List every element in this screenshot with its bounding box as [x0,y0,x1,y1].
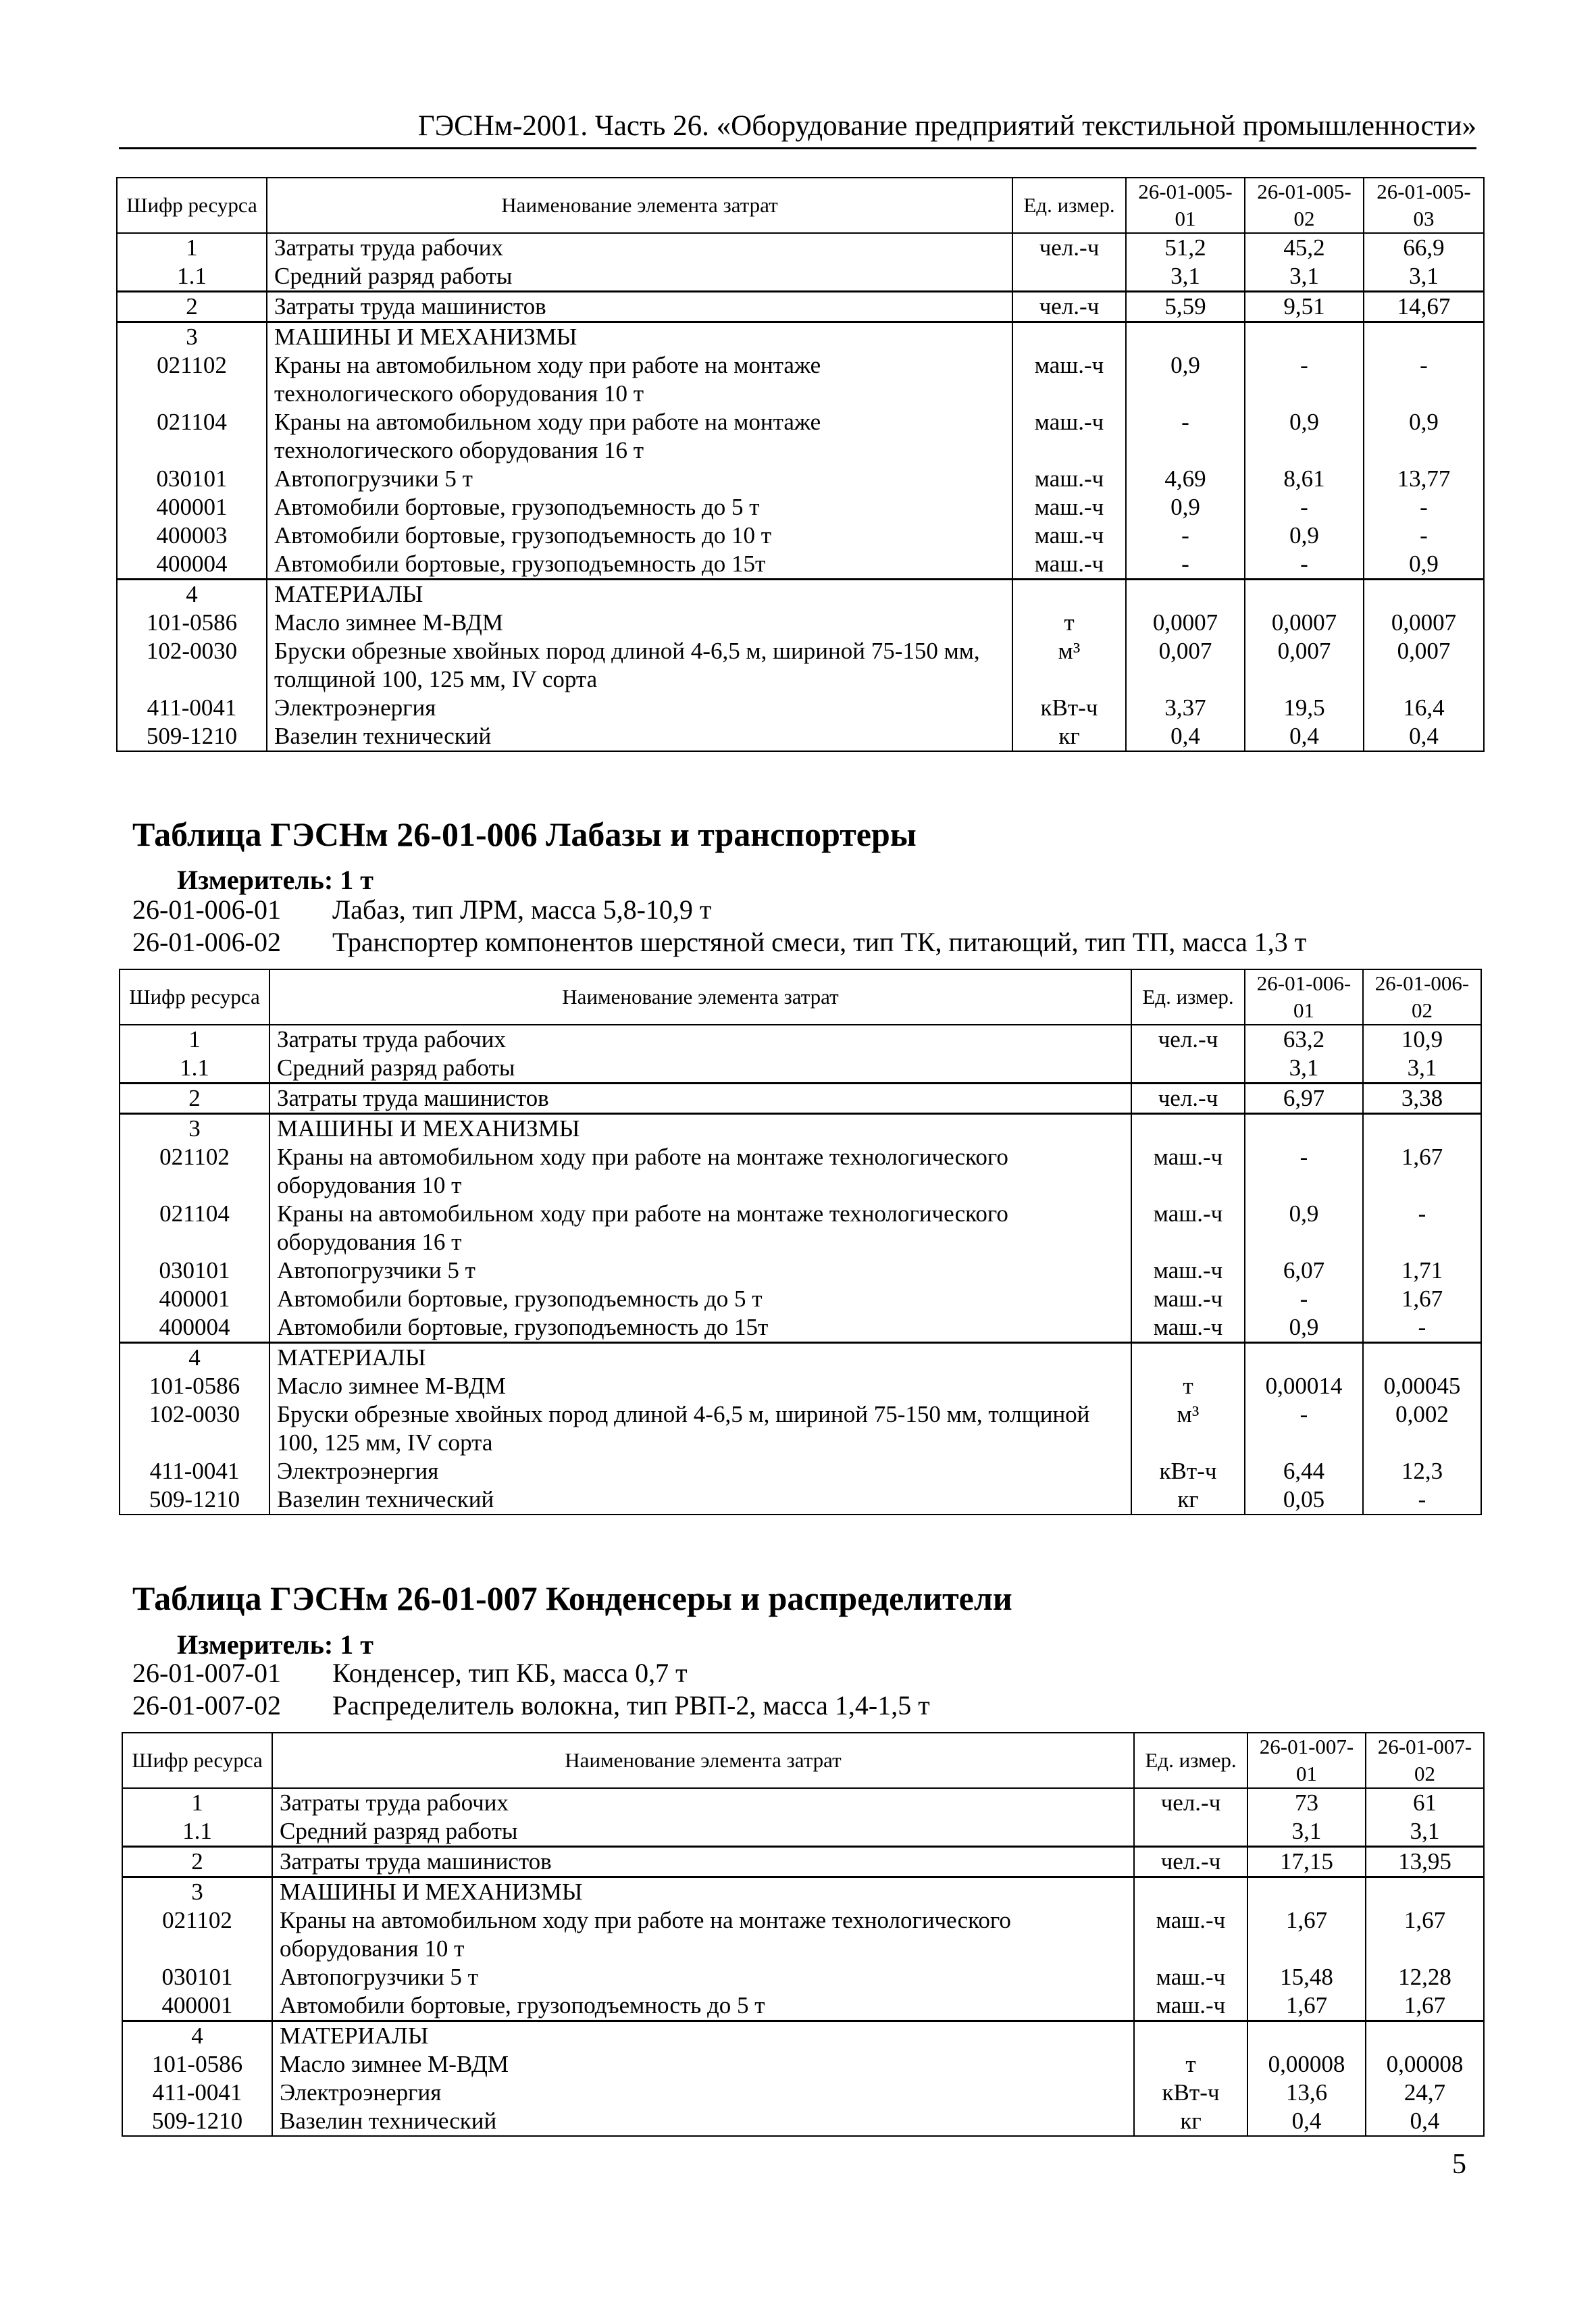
work-item-text: Распределитель волокна, тип РВП-2, масса 1,4-1,5 т [332,1690,930,1721]
table-row [122,1877,1484,1907]
resource-value: 0,9 [1245,1313,1363,1343]
table-row [117,465,1484,493]
resource-unit: кг [1131,1485,1245,1515]
resource-value: 4,69 [1126,465,1245,493]
work-item-text: Конденсер, тип КБ, масса 0,7 т [332,1658,688,1688]
table-row [120,1256,1481,1285]
resource-value: 0,0007 [1364,609,1484,637]
resource-code: 021102 [117,351,267,408]
resource-name: Масло зимнее М-ВДМ [272,2050,1134,2079]
resource-name: Автопогрузчики 5 т [272,1963,1134,1991]
table-title-26-01-006: Таблица ГЭСНм 26-01-006 Лабазы и транспортеры [132,815,917,853]
col-header-unit: Ед. измер. [1012,178,1126,233]
resource-unit [1012,580,1126,609]
resource-code: 411-0041 [122,2079,272,2107]
resource-unit: маш.-ч [1012,408,1126,465]
resource-unit [1134,1877,1247,1907]
resource-value: 16,4 [1364,694,1484,722]
resource-unit: маш.-ч [1131,1285,1245,1313]
resource-table-26-01-007 [122,1732,1485,2137]
work-item [132,925,1306,959]
resource-name: Масло зимнее М-ВДМ [269,1372,1131,1400]
resource-value: 0,00045 [1363,1372,1481,1400]
resource-table-26-01-005 [116,177,1485,752]
resource-name: Затраты труда машинистов [272,1847,1134,1877]
resource-value: 3,1 [1247,1817,1366,1847]
measure-unit: Измеритель: 1 т [177,1629,374,1660]
resource-unit: маш.-ч [1012,550,1126,580]
resource-value: - [1245,493,1364,522]
resource-name: Затраты труда рабочих [269,1025,1131,1054]
resource-code: 400004 [117,550,267,580]
table-row [120,1025,1481,1054]
table-row [122,2050,1484,2079]
resource-name: Краны на автомобильном ходу при работе на монтаже технологического оборудования 10 т [269,1143,1131,1200]
col-header-variant: 26-01-007-01 [1247,1733,1366,1788]
resource-value [1245,1114,1363,1144]
table-row [117,722,1484,751]
resource-code: 101-0586 [120,1372,269,1400]
resource-unit [1012,322,1126,352]
table-row [117,550,1484,580]
table-row [120,1114,1481,1144]
table-row [122,1788,1484,1817]
resource-value: 17,15 [1247,1847,1366,1877]
resource-unit: маш.-ч [1012,351,1126,408]
table-row [120,1313,1481,1343]
resource-name: Средний разряд работы [267,262,1012,292]
resource-unit: т [1134,2050,1247,2079]
table-row [120,1200,1481,1256]
resource-value: 5,59 [1126,292,1245,322]
resource-code: 1.1 [120,1054,269,1084]
resource-value [1366,1877,1484,1907]
resource-unit: кВт-ч [1012,694,1126,722]
resource-code: 3 [117,322,267,352]
table-row [117,233,1484,262]
table-body [120,1025,1481,1515]
table-row [117,522,1484,550]
resource-value: 73 [1247,1788,1366,1817]
resource-table-26-01-006 [119,969,1482,1515]
table-row [120,1372,1481,1400]
resource-name: МАШИНЫ И МЕХАНИЗМЫ [272,1877,1134,1907]
resource-value: 9,51 [1245,292,1364,322]
resource-unit: маш.-ч [1134,1991,1247,2021]
resource-unit: чел.-ч [1134,1847,1247,1877]
resource-value: 0,9 [1126,493,1245,522]
resource-name: Электроэнергия [267,694,1012,722]
resource-unit: кг [1134,2107,1247,2136]
resource-value [1247,1877,1366,1907]
resource-code: 102-0030 [120,1400,269,1457]
resource-value [1126,322,1245,352]
resource-code: 400004 [120,1313,269,1343]
table-row [120,1285,1481,1313]
resource-name: Автомобили бортовые, грузоподъемность до 15т [269,1313,1131,1343]
resource-value: 8,61 [1245,465,1364,493]
resource-value: 15,48 [1247,1963,1366,1991]
resource-value: 0,9 [1126,351,1245,408]
resource-value: 10,9 [1363,1025,1481,1054]
resource-value: 0,9 [1245,408,1364,465]
resource-value: - [1363,1200,1481,1256]
work-item-code: 26-01-007-01 [132,1658,281,1688]
resource-code: 4 [120,1343,269,1373]
resource-unit: маш.-ч [1012,493,1126,522]
resource-name: Краны на автомобильном ходу при работе на монтаже технологического оборудования 10 т [267,351,1012,408]
resource-code: 4 [122,2021,272,2051]
resource-value: 0,00014 [1245,1372,1363,1400]
page-header: ГЭСНм-2001. Часть 26. «Оборудование предприятий текстильной промышленности» [119,108,1476,149]
resource-value: - [1363,1313,1481,1343]
resource-name: МАТЕРИАЛЫ [267,580,1012,609]
resource-code: 021102 [120,1143,269,1200]
resource-unit: м³ [1012,637,1126,694]
resource-code: 1 [122,1788,272,1817]
resource-value: 1,67 [1363,1143,1481,1200]
resource-value: 45,2 [1245,233,1364,262]
resource-name: Автомобили бортовые, грузоподъемность до 15т [267,550,1012,580]
resource-code: 030101 [120,1256,269,1285]
resource-code: 1.1 [117,262,267,292]
resource-value: 0,4 [1364,722,1484,751]
resource-name: Автопогрузчики 5 т [269,1256,1131,1285]
resource-value: 6,07 [1245,1256,1363,1285]
resource-unit: чел.-ч [1131,1025,1245,1054]
resource-value [1245,1343,1363,1373]
table-row [120,1054,1481,1084]
resource-value: 61 [1366,1788,1484,1817]
resource-name: Краны на автомобильном ходу при работе на монтаже технологического оборудования 16 т [269,1200,1131,1256]
table-row [117,493,1484,522]
resource-code: 021102 [122,1906,272,1963]
resource-code: 509-1210 [122,2107,272,2136]
col-header-variant: 26-01-005-03 [1364,178,1484,233]
resource-value: 3,37 [1126,694,1245,722]
table-row [117,694,1484,722]
resource-value: - [1245,1285,1363,1313]
resource-value: 1,67 [1247,1991,1366,2021]
resource-value: 0,00008 [1247,2050,1366,2079]
resource-name: Автомобили бортовые, грузоподъемность до 5 т [269,1285,1131,1313]
resource-value: 12,3 [1363,1457,1481,1485]
table-row [122,2079,1484,2107]
resource-code: 1 [117,233,267,262]
resource-code: 030101 [117,465,267,493]
resource-value: 0,4 [1247,2107,1366,2136]
resource-value: - [1245,550,1364,580]
resource-value: - [1126,522,1245,550]
col-header-variant: 26-01-007-02 [1366,1733,1484,1788]
resource-value [1245,322,1364,352]
resource-name: Затраты труда рабочих [272,1788,1134,1817]
resource-value: 6,97 [1245,1084,1363,1114]
resource-unit: кг [1012,722,1126,751]
table-row [120,1343,1481,1373]
resource-name: Краны на автомобильном ходу при работе на монтаже технологического оборудования 10 т [272,1906,1134,1963]
resource-unit: маш.-ч [1134,1906,1247,1963]
resource-value: 0,9 [1245,522,1364,550]
table-row [122,1847,1484,1877]
resource-code: 101-0586 [117,609,267,637]
table-row [122,1991,1484,2021]
resource-name: Автомобили бортовые, грузоподъемность до 5 т [267,493,1012,522]
resource-code: 400001 [122,1991,272,2021]
resource-name: Затраты труда рабочих [267,233,1012,262]
resource-value: - [1126,408,1245,465]
resource-value: 63,2 [1245,1025,1363,1054]
resource-unit: маш.-ч [1134,1963,1247,1991]
work-item [132,1656,688,1690]
col-header-variant: 26-01-006-01 [1245,969,1363,1025]
resource-value [1247,2021,1366,2051]
table-row [117,322,1484,352]
col-header-name: Наименование элемента затрат [267,178,1012,233]
resource-name: МАШИНЫ И МЕХАНИЗМЫ [269,1114,1131,1144]
resource-unit: чел.-ч [1012,292,1126,322]
resource-value: - [1245,1143,1363,1200]
table-row [122,2021,1484,2051]
table-row [117,609,1484,637]
resource-value [1363,1343,1481,1373]
resource-value: 14,67 [1364,292,1484,322]
resource-code: 1 [120,1025,269,1054]
resource-value: 0,9 [1364,550,1484,580]
resource-value: 13,77 [1364,465,1484,493]
resource-name: Вазелин технический [269,1485,1131,1515]
resource-code: 509-1210 [117,722,267,751]
resource-name: Затраты труда машинистов [269,1084,1131,1114]
resource-value: 0,4 [1126,722,1245,751]
table-row [122,1817,1484,1847]
resource-value: 0,00008 [1366,2050,1484,2079]
resource-value: 0,9 [1364,408,1484,465]
table-row [120,1457,1481,1485]
table-row [122,1906,1484,1963]
resource-unit: т [1012,609,1126,637]
resource-value: 66,9 [1364,233,1484,262]
resource-value: 12,28 [1366,1963,1484,1991]
resource-code: 1.1 [122,1817,272,1847]
resource-value [1363,1114,1481,1144]
work-item-code: 26-01-006-01 [132,894,281,925]
resource-value [1245,580,1364,609]
col-header-code: Шифр ресурса [120,969,269,1025]
resource-value: 6,44 [1245,1457,1363,1485]
resource-value: 3,1 [1366,1817,1484,1847]
resource-value: 0,002 [1363,1400,1481,1457]
resource-unit: кВт-ч [1131,1457,1245,1485]
col-header-name: Наименование элемента затрат [269,969,1131,1025]
resource-name: Краны на автомобильном ходу при работе на монтаже технологического оборудования 16 т [267,408,1012,465]
resource-name: МАТЕРИАЛЫ [272,2021,1134,2051]
resource-unit: м³ [1131,1400,1245,1457]
resource-value: 1,67 [1366,1906,1484,1963]
resource-value: - [1245,351,1364,408]
resource-name: Электроэнергия [272,2079,1134,2107]
resource-code: 021104 [117,408,267,465]
resource-value: 3,1 [1245,262,1364,292]
resource-value: 0,0007 [1245,609,1364,637]
resource-unit [1131,1343,1245,1373]
resource-code: 030101 [122,1963,272,1991]
resource-name: Вазелин технический [267,722,1012,751]
resource-value: - [1126,550,1245,580]
resource-value: 3,1 [1364,262,1484,292]
resource-code: 3 [122,1877,272,1907]
work-item-code: 26-01-006-02 [132,927,281,957]
resource-value: 19,5 [1245,694,1364,722]
resource-name: МАТЕРИАЛЫ [269,1343,1131,1373]
table-body [117,233,1484,751]
work-item-text: Лабаз, тип ЛРМ, масса 5,8-10,9 т [332,894,712,925]
resource-value: 3,38 [1363,1084,1481,1114]
resource-unit: т [1131,1372,1245,1400]
table-title-26-01-007: Таблица ГЭСНм 26-01-007 Конденсеры и распределители [132,1579,1012,1617]
resource-name: МАШИНЫ И МЕХАНИЗМЫ [267,322,1012,352]
resource-unit [1134,1817,1247,1847]
table-row [117,637,1484,694]
resource-code: 2 [122,1847,272,1877]
resource-value: 1,71 [1363,1256,1481,1285]
measure-unit: Измеритель: 1 т [177,865,374,895]
resource-code: 021104 [120,1200,269,1256]
resource-value: - [1364,351,1484,408]
resource-code: 400001 [120,1285,269,1313]
resource-code: 2 [117,292,267,322]
resource-unit: маш.-ч [1131,1313,1245,1343]
resource-code: 411-0041 [120,1457,269,1485]
resource-code: 400003 [117,522,267,550]
resource-unit: кВт-ч [1134,2079,1247,2107]
table-row [117,580,1484,609]
table-row [122,1963,1484,1991]
resource-unit: маш.-ч [1131,1143,1245,1200]
work-item-code: 26-01-007-02 [132,1690,281,1721]
resource-code: 3 [120,1114,269,1144]
resource-value: 1,67 [1366,1991,1484,2021]
resource-value: 0,9 [1245,1200,1363,1256]
resource-unit [1134,2021,1247,2051]
resource-code: 4 [117,580,267,609]
resource-unit: чел.-ч [1131,1084,1245,1114]
table-row [117,262,1484,292]
resource-value: - [1363,1485,1481,1515]
resource-value: 0,05 [1245,1485,1363,1515]
table-row [120,1485,1481,1515]
col-header-code: Шифр ресурса [122,1733,272,1788]
resource-unit: маш.-ч [1131,1200,1245,1256]
resource-unit: чел.-ч [1012,233,1126,262]
table-row [117,292,1484,322]
resource-value: 13,95 [1366,1847,1484,1877]
resource-name: Бруски обрезные хвойных пород длиной 4-6,5 м, шириной 75-150 мм, толщиной 100, 125 мм, IV сорта [267,637,1012,694]
table-row [120,1143,1481,1200]
col-header-code: Шифр ресурса [117,178,267,233]
col-header-unit: Ед. измер. [1131,969,1245,1025]
resource-value: 0,4 [1245,722,1364,751]
resource-value: 1,67 [1363,1285,1481,1313]
resource-name: Затраты труда машинистов [267,292,1012,322]
table-row [120,1400,1481,1457]
resource-value: - [1245,1400,1363,1457]
resource-value: 3,1 [1126,262,1245,292]
resource-unit [1012,262,1126,292]
resource-value: 0,4 [1366,2107,1484,2136]
resource-value: 0,007 [1364,637,1484,694]
resource-unit [1131,1054,1245,1084]
resource-name: Электроэнергия [269,1457,1131,1485]
resource-value: 0,007 [1245,637,1364,694]
resource-value: 0,007 [1126,637,1245,694]
resource-name: Вазелин технический [272,2107,1134,2136]
col-header-name: Наименование элемента затрат [272,1733,1134,1788]
resource-unit [1131,1114,1245,1144]
resource-code: 102-0030 [117,637,267,694]
table-row [117,408,1484,465]
table-row [122,2107,1484,2136]
page-number: 5 [1452,2149,1466,2180]
resource-name: Автомобили бортовые, грузоподъемность до 5 т [272,1991,1134,2021]
resource-name: Масло зимнее М-ВДМ [267,609,1012,637]
table-row [120,1084,1481,1114]
resource-name: Средний разряд работы [272,1817,1134,1847]
resource-code: 509-1210 [120,1485,269,1515]
resource-value: 24,7 [1366,2079,1484,2107]
resource-value: 1,67 [1247,1906,1366,1963]
resource-value: 3,1 [1245,1054,1363,1084]
resource-value: 0,0007 [1126,609,1245,637]
col-header-variant: 26-01-005-02 [1245,178,1364,233]
work-item [132,1689,930,1723]
resource-unit: маш.-ч [1012,522,1126,550]
resource-name: Средний разряд работы [269,1054,1131,1084]
resource-value: - [1364,493,1484,522]
resource-code: 2 [120,1084,269,1114]
table-body [122,1788,1484,2136]
resource-unit: маш.-ч [1131,1256,1245,1285]
resource-value [1364,580,1484,609]
resource-value: 51,2 [1126,233,1245,262]
resource-unit: чел.-ч [1134,1788,1247,1817]
resource-name: Автомобили бортовые, грузоподъемность до 10 т [267,522,1012,550]
resource-name: Бруски обрезные хвойных пород длиной 4-6,5 м, шириной 75-150 мм, толщиной 100, 125 мм, IV сорта [269,1400,1131,1457]
col-header-unit: Ед. измер. [1134,1733,1247,1788]
resource-code: 400001 [117,493,267,522]
resource-value [1126,580,1245,609]
resource-value [1366,2021,1484,2051]
resource-name: Автопогрузчики 5 т [267,465,1012,493]
resource-code: 101-0586 [122,2050,272,2079]
col-header-variant: 26-01-005-01 [1126,178,1245,233]
resource-code: 411-0041 [117,694,267,722]
work-item-text: Транспортер компонентов шерстяной смеси, тип ТК, питающий, тип ТП, масса 1,3 т [332,927,1307,957]
resource-value [1364,322,1484,352]
resource-value: 13,6 [1247,2079,1366,2107]
work-item [132,893,711,927]
table-row [117,351,1484,408]
col-header-variant: 26-01-006-02 [1363,969,1481,1025]
resource-unit: маш.-ч [1012,465,1126,493]
resource-value: 3,1 [1363,1054,1481,1084]
resource-value: - [1364,522,1484,550]
